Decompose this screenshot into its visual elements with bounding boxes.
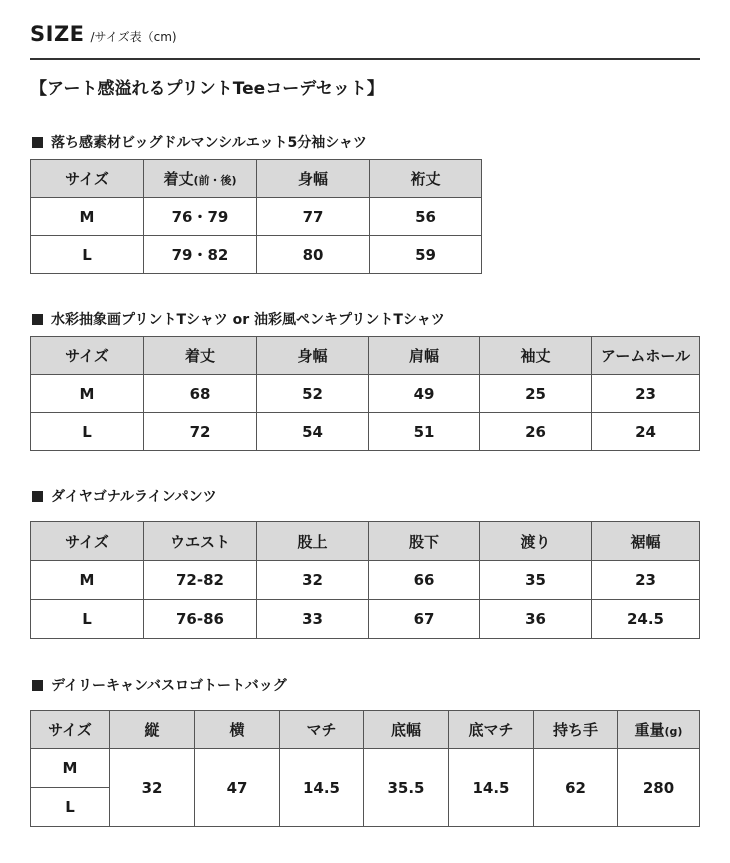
header-cell (144, 160, 257, 198)
size-cell: M (31, 749, 110, 788)
header-cell: 横 (195, 711, 280, 749)
value-cell: 23 (592, 561, 700, 600)
size-cell: M (31, 198, 144, 236)
square-bullet-icon (32, 680, 43, 691)
value-cell: 33 (257, 600, 369, 639)
header-cell (618, 711, 700, 749)
value-cell: 47 (195, 749, 280, 827)
value-cell: 56 (370, 198, 482, 236)
section-title-text: 落ち感素材ビッグドルマンシルエット5分袖シャツ (51, 135, 367, 151)
size-table-tshirt (30, 336, 700, 451)
header-cell: 渡り (480, 522, 592, 561)
value-cell: 76-86 (144, 600, 257, 639)
table-row (31, 198, 482, 236)
value-cell: 52 (257, 375, 369, 413)
table-row (31, 749, 700, 788)
header-label: 着丈 (163, 170, 194, 188)
size-cell: M (31, 561, 144, 600)
table-row (31, 375, 700, 413)
square-bullet-icon (32, 314, 43, 325)
header-cell: 縦 (110, 711, 195, 749)
square-bullet-icon (32, 137, 43, 148)
header-cell: 身幅 (257, 337, 369, 375)
header-cell: 底マチ (449, 711, 534, 749)
section-title-pants (30, 486, 217, 506)
value-cell: 14.5 (280, 749, 364, 827)
section-title-tshirt (30, 309, 445, 329)
value-cell: 35.5 (364, 749, 449, 827)
size-table-shirt (30, 159, 482, 274)
header-cell: 股上 (257, 522, 369, 561)
section-title-text: ダイヤゴナルラインパンツ (51, 489, 217, 505)
header-label: 重量 (634, 721, 665, 739)
header-cell: 股下 (369, 522, 480, 561)
header-cell: サイズ (31, 711, 110, 749)
value-cell: 54 (257, 413, 369, 451)
header-cell: サイズ (31, 522, 144, 561)
header-label-note: (前・後) (193, 174, 237, 187)
value-cell: 36 (480, 600, 592, 639)
header-cell: 裄丈 (370, 160, 482, 198)
value-cell: 35 (480, 561, 592, 600)
header-cell: 底幅 (364, 711, 449, 749)
section-title-shirt (30, 132, 367, 152)
section-title-text: 水彩抽象画プリントTシャツ or 油彩風ペンキプリントTシャツ (51, 312, 445, 328)
value-cell: 32 (257, 561, 369, 600)
value-cell: 280 (618, 749, 700, 827)
value-cell: 26 (480, 413, 592, 451)
size-cell: L (31, 788, 110, 827)
table-row (31, 413, 700, 451)
header-cell: 身幅 (257, 160, 370, 198)
square-bullet-icon (32, 491, 43, 502)
size-table-tote (30, 710, 700, 827)
set-title: 【アート感溢れるプリントTeeコーデセット】 (30, 79, 384, 99)
section-title-tote (30, 675, 287, 695)
header-divider (30, 58, 700, 60)
value-cell: 77 (257, 198, 370, 236)
header-cell: 着丈 (144, 337, 257, 375)
value-cell: 51 (369, 413, 480, 451)
table-header-row (31, 522, 700, 561)
header-label-unit: (g) (664, 725, 683, 738)
header-cell: マチ (280, 711, 364, 749)
size-subtitle: /サイズ表（cm) (90, 30, 177, 44)
header-cell: 袖丈 (480, 337, 592, 375)
value-cell: 76・79 (144, 198, 257, 236)
value-cell: 49 (369, 375, 480, 413)
table-row (31, 561, 700, 600)
size-title: SIZE (30, 22, 85, 46)
header-cell: サイズ (31, 160, 144, 198)
header-cell: 肩幅 (369, 337, 480, 375)
size-cell: L (31, 600, 144, 639)
size-cell: L (31, 236, 144, 274)
size-table-pants (30, 521, 700, 639)
value-cell: 79・82 (144, 236, 257, 274)
table-row (31, 236, 482, 274)
table-header-row (31, 711, 700, 749)
value-cell: 80 (257, 236, 370, 274)
size-chart-header (30, 22, 177, 46)
value-cell: 14.5 (449, 749, 534, 827)
table-header-row (31, 160, 482, 198)
table-row (31, 600, 700, 639)
section-title-text: デイリーキャンバスロゴトートバッグ (51, 678, 287, 694)
header-cell: 裾幅 (592, 522, 700, 561)
value-cell: 24 (592, 413, 700, 451)
value-cell: 72 (144, 413, 257, 451)
size-cell: M (31, 375, 144, 413)
value-cell: 72-82 (144, 561, 257, 600)
value-cell: 25 (480, 375, 592, 413)
value-cell: 68 (144, 375, 257, 413)
value-cell: 66 (369, 561, 480, 600)
value-cell: 24.5 (592, 600, 700, 639)
header-cell: アームホール (592, 337, 700, 375)
table-header-row (31, 337, 700, 375)
header-cell: 持ち手 (534, 711, 618, 749)
size-cell: L (31, 413, 144, 451)
value-cell: 32 (110, 749, 195, 827)
value-cell: 62 (534, 749, 618, 827)
header-cell: サイズ (31, 337, 144, 375)
header-cell: ウエスト (144, 522, 257, 561)
value-cell: 67 (369, 600, 480, 639)
value-cell: 59 (370, 236, 482, 274)
value-cell: 23 (592, 375, 700, 413)
